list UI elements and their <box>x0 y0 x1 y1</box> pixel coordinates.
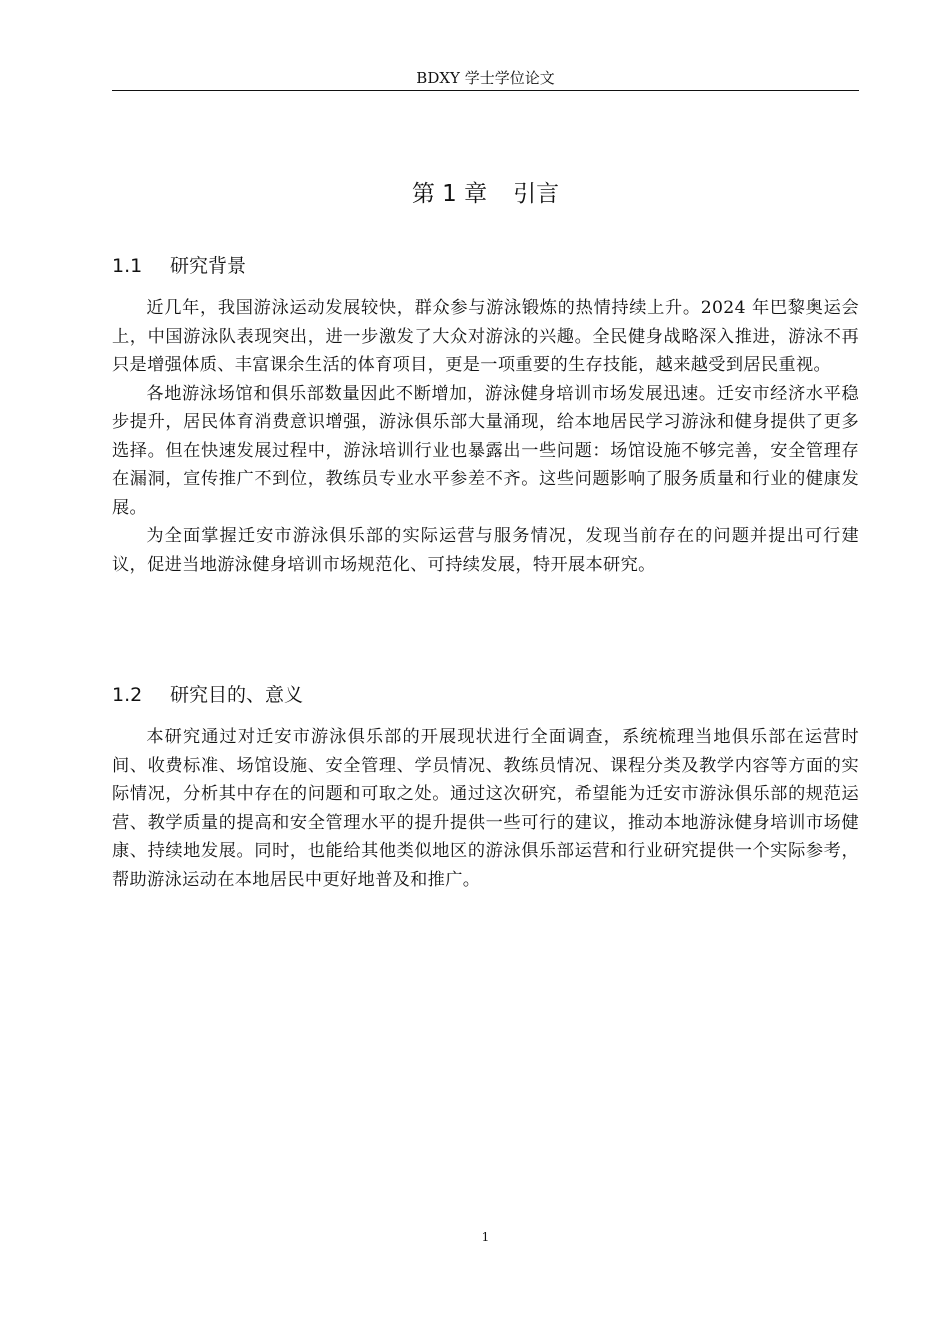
page-number: 1 <box>481 1230 490 1244</box>
section-title: 研究目的、意义 <box>170 684 304 706</box>
section-body-1-2 <box>112 723 859 894</box>
section-title: 研究背景 <box>170 255 247 277</box>
chapter-number: 第 1 章 <box>411 181 488 207</box>
paragraph: 各地游泳场馆和俱乐部数量因此不断增加，游泳健身培训市场发展迅速。迁安市经济水平稳步提升，居民体育消费意识增强，游泳俱乐部大量涌现，给本地居民学习游泳和健身提供了更多选择。但在快速发展过程中，游泳培训行业也暴露出一些问题：场馆设施不够完善，安全管理存在漏洞，宣传推广不到位，教练员专业水平参差不齐。这些问题影响了服务质量和行业的健康发展。 <box>112 383 859 518</box>
paragraph: 近几年，我国游泳运动发展较快，群众参与游泳锻炼的热情持续上升。2024 年巴黎奥运会上，中国游泳队表现突出，进一步激发了大众对游泳的兴趣。全民健身战略深入推进，游泳不再只是增强体质、丰富课余生活的体育项目，更是一项重要的生存技能，越来越受到居民重视。 <box>112 298 859 375</box>
section-heading-1-1 <box>112 252 859 280</box>
chapter-title <box>112 177 859 211</box>
section-heading-1-2 <box>112 681 859 709</box>
chapter-name: 引言 <box>513 181 560 207</box>
section-number: 1.2 <box>112 684 143 706</box>
running-header: BDXY 学士学位论文 <box>416 69 555 87</box>
paragraph: 为全面掌握迁安市游泳俱乐部的实际运营与服务情况，发现当前存在的问题并提出可行建议，促进当地游泳健身培训市场规范化、可持续发展，特开展本研究。 <box>112 526 859 575</box>
header-divider <box>112 90 859 91</box>
paragraph: 本研究通过对迁安市游泳俱乐部的开展现状进行全面调查，系统梳理当地俱乐部在运营时间、收费标准、场馆设施、安全管理、学员情况、教练员情况、课程分类及教学内容等方面的实际情况，分析其中存在的问题和可取之处。通过这次研究，希望能为迁安市游泳俱乐部的规范运营、教学质量的提高和安全管理水平的提升提供一些可行的建议，推动本地游泳健身培训市场健康、持续地发展。同时，也能给其他类似地区的游泳俱乐部运营和行业研究提供一个实际参考，帮助游泳运动在本地居民中更好地普及和推广。 <box>112 727 859 890</box>
section-number: 1.1 <box>112 255 143 277</box>
section-body-1-1 <box>112 294 859 579</box>
